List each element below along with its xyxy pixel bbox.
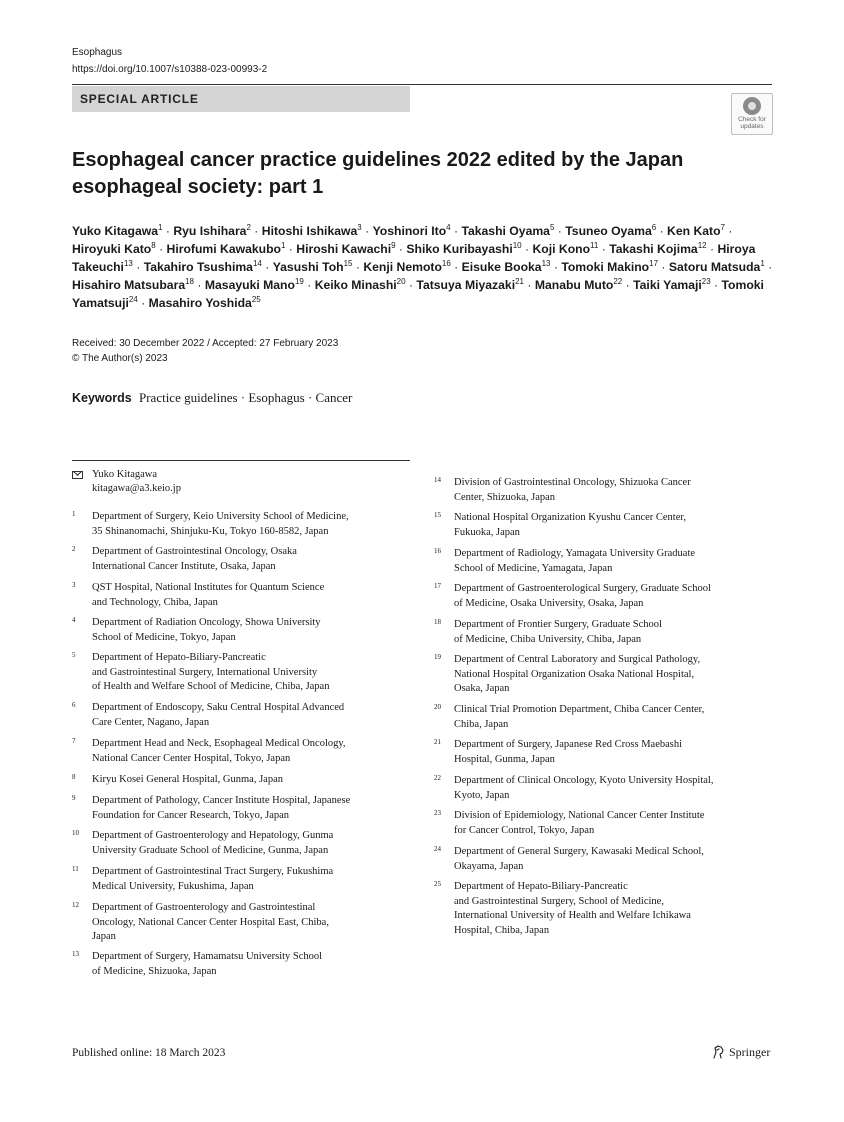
affiliation-item [434, 653, 774, 697]
affiliation-line: Care Center, Nagano, Japan [92, 716, 210, 728]
affiliation-item [434, 845, 774, 874]
author-separator: · [162, 224, 174, 238]
author[interactable]: Shiko Kuribayashi$^{10}$ [406, 241, 522, 256]
affiliation-number: 12 [72, 901, 79, 909]
publisher-name: Springer [729, 1045, 771, 1059]
affiliation-line: of Health and Welfare School of Medicine, Chiba, Japan [92, 681, 330, 692]
affiliation-line: of Medicine, Osaka University, Osaka, Japan [454, 597, 644, 609]
affiliation-line: Japan [92, 931, 116, 942]
affiliation-item [72, 901, 407, 945]
affiliation-line: Division of Gastrointestinal Oncology, Shizuoka Cancer [454, 477, 691, 488]
affiliation-line: International University of Health and Welfare Ichikawa [454, 910, 691, 921]
affiliation-number: 20 [434, 703, 441, 711]
affiliation-item [434, 774, 774, 803]
author-separator: · [622, 278, 634, 292]
author-affiliation-number: 23 [701, 277, 711, 286]
affiliation-number: 1 [72, 510, 76, 518]
author-affiliation-number: 17 [649, 259, 659, 268]
author[interactable]: Hisahiro Matsubara$^{18}$ [72, 277, 195, 292]
affiliation-line: National Cancer Center Hospital, Tokyo, Japan [92, 752, 291, 764]
copyright: © The Author(s) 2023 [72, 353, 168, 364]
affiliation-line: National Hospital Organization Osaka National Hospital, [454, 668, 695, 680]
affiliation-line: Department of Radiation Oncology, Showa University [92, 617, 321, 628]
author-affiliation-number: 19 [294, 277, 304, 286]
article-title: Esophageal cancer practice guidelines 2022 edited by the Japan esophageal society: part 1 [72, 149, 684, 198]
author-affiliation-number: 13 [541, 259, 551, 268]
author-affiliation-number: 9 [391, 241, 396, 250]
author-separator: · [405, 278, 417, 292]
author-separator: · [352, 260, 364, 274]
author-affiliation-number: 1 [760, 259, 765, 268]
author-separator: · [261, 260, 273, 274]
author-affiliation-number: 4 [446, 223, 451, 232]
author-affiliation-number: 14 [252, 259, 262, 268]
article-type-label: SPECIAL ARTICLE [80, 92, 199, 106]
affiliation-number: 3 [72, 581, 76, 589]
author-affiliation-number: 1 [280, 241, 286, 250]
author-separator: · [706, 242, 718, 256]
author-separator: · [137, 296, 149, 310]
affiliation-line: of Medicine, Shizuoka, Japan [92, 965, 217, 977]
author-separator: · [194, 278, 205, 292]
author[interactable]: Ken Kato$^7$ [667, 223, 725, 238]
affiliation-line: Osaka, Japan [454, 683, 510, 694]
received-accepted: Received: 30 December 2022 / Accepted: 27 February 2023 [72, 338, 339, 349]
affiliation-number: 15 [434, 511, 441, 519]
affiliation-number: 18 [434, 618, 441, 626]
affiliation-line: and Gastrointestinal Surgery, School of Medicine, [454, 895, 664, 907]
affiliation-number: 24 [434, 845, 441, 853]
affiliation-item [72, 794, 407, 823]
affiliation-line: Department of Endoscopy, Saku Central Hospital Advanced [92, 702, 345, 713]
author[interactable]: Tatsuya Miyazaki$^{21}$ [416, 277, 524, 292]
affiliation-line: Department of Radiology, Yamagata University Graduate [454, 548, 696, 559]
affiliation-number: 13 [72, 950, 79, 958]
affiliation-line: Department of Gastrointestinal Tract Surgery, Fukushima [92, 866, 334, 877]
author[interactable]: Takahiro Tsushima$^{14}$ [143, 259, 262, 274]
envelope-icon [72, 471, 83, 479]
affiliation-line: Department of General Surgery, Kawasaki Medical School, [454, 846, 704, 857]
author-list [72, 222, 780, 312]
author[interactable]: Hiroya Takeuchi$^{13}$ [72, 242, 756, 274]
author-separator: · [450, 260, 462, 274]
affiliation-line: Foundation for Cancer Research, Tokyo, Japan [92, 809, 290, 821]
affiliation-line: QST Hospital, National Institutes for Quantum Science [92, 582, 325, 593]
author[interactable]: Tomoki Yamatsuji$^{24}$ [72, 278, 764, 310]
author-separator: · [303, 278, 315, 292]
affiliation-number: 7 [72, 737, 76, 745]
affiliation-line: Chiba, Japan [454, 718, 509, 730]
affiliation-line: Kyoto, Japan [454, 789, 510, 801]
author[interactable]: Masahiro Yoshida$^{25}$ [148, 295, 261, 310]
author[interactable]: Kenji Nemoto$^{16}$ [363, 259, 451, 274]
doi-link[interactable]: https://doi.org/10.1007/s10388-023-00993-2 [72, 64, 268, 75]
correspondence [72, 468, 402, 496]
author[interactable]: Hiroyuki Kato$^8$ [72, 241, 156, 256]
author[interactable]: Yoshinori Ito$^4$ [372, 223, 451, 238]
author[interactable]: Manabu Muto$^{22}$ [534, 277, 623, 292]
author[interactable]: Hirofumi Kawakubo$^1$ [166, 241, 286, 256]
affiliation-line: Division of Epidemiology, National Cancer Center Institute [454, 810, 705, 821]
author-separator: · [710, 278, 722, 292]
affiliation-item [434, 476, 774, 505]
affiliation-number: 14 [434, 476, 441, 484]
author-separator: · [658, 260, 669, 274]
affiliation-item [434, 880, 774, 938]
affiliation-item [434, 809, 774, 838]
affiliation-item [434, 511, 774, 540]
affiliation-number: 16 [434, 547, 441, 555]
keywords-label: Keywords [72, 391, 132, 405]
check-updates-icon [743, 97, 761, 115]
author[interactable]: Koji Kono$^{11}$ [532, 241, 599, 256]
affiliation-line: and Gastrointestinal Surgery, International University [92, 666, 318, 678]
affiliation-item [72, 773, 407, 788]
author[interactable]: Eisuke Booka$^{13}$ [461, 259, 551, 274]
affiliation-line: University Graduate School of Medicine, Gunma, Japan [92, 844, 329, 856]
keywords-values: Practice guidelines · Esophagus · Cancer [138, 390, 353, 405]
affiliation-line: Department of Hepato-Biliary-Pancreatic [92, 652, 266, 663]
author-separator: · [450, 224, 462, 238]
affiliation-line: Kiryu Kosei General Hospital, Gunma, Japan [92, 774, 283, 785]
check-updates-text: Check for updates [738, 116, 766, 130]
affiliation-number: 9 [72, 794, 76, 802]
affiliation-item [434, 703, 774, 732]
author-separator: · [550, 260, 562, 274]
author-affiliation-number: 6 [651, 223, 657, 232]
corresponding-author: Yuko Kitagawa [92, 469, 158, 480]
author-affiliation-number: 21 [515, 277, 524, 286]
author[interactable]: Taiki Yamaji$^{23}$ [633, 277, 711, 292]
affiliation-line: Department of Surgery, Hamamatsu University School [92, 951, 323, 962]
affiliation-number: 8 [72, 773, 76, 781]
author-separator: · [724, 224, 733, 238]
author-separator: · [395, 242, 407, 256]
affiliation-item [434, 582, 774, 611]
affiliation-number: 25 [434, 880, 441, 888]
author-affiliation-number: 5 [549, 223, 555, 232]
affiliation-line: Department of Hepato-Biliary-Pancreatic [454, 881, 628, 892]
author-separator: · [523, 278, 535, 292]
author-affiliation-number: 1 [158, 223, 163, 232]
author-affiliation-number: 10 [512, 241, 522, 250]
affiliation-item [72, 510, 407, 539]
author-affiliation-number: 25 [251, 295, 261, 304]
affiliation-line: Department of Frontier Surgery, Graduate School [454, 619, 662, 630]
author[interactable]: Satoru Matsuda$^1$ [668, 259, 765, 274]
affiliation-line: Oncology, National Cancer Center Hospital East, Chiba, [92, 916, 329, 928]
author[interactable]: Yasushi Toh$^{15}$ [272, 259, 353, 274]
affiliation-line: Department of Central Laboratory and Surgical Pathology, [454, 654, 701, 665]
affiliation-item [434, 547, 774, 576]
affiliation-line: Hospital, Gunma, Japan [454, 753, 555, 765]
affiliation-line: School of Medicine, Tokyo, Japan [92, 631, 236, 643]
author-affiliation-number: 15 [343, 259, 353, 268]
affiliation-line: Okayama, Japan [454, 860, 524, 872]
author[interactable]: Masayuki Mano$^{19}$ [204, 277, 304, 292]
affiliation-item [72, 701, 407, 730]
author[interactable]: Hitoshi Ishikawa$^3$ [261, 223, 362, 238]
affiliation-item [72, 950, 407, 979]
author-separator: · [250, 224, 262, 238]
affiliation-line: Department of Gastroenterology and Hepatology, Gunma [92, 830, 334, 841]
affiliation-line: Department of Gastroenterology and Gastrointestinal [92, 902, 316, 913]
author-affiliation-number: 11 [590, 241, 599, 250]
author[interactable]: Tomoki Makino$^{17}$ [561, 259, 659, 274]
affiliation-item [434, 618, 774, 647]
author-affiliation-number: 13 [123, 259, 133, 268]
author-separator: · [554, 224, 566, 238]
affiliation-line: Department of Clinical Oncology, Kyoto University Hospital, [454, 775, 714, 786]
author[interactable]: Takashi Kojima$^{12}$ [609, 241, 707, 256]
affiliation-number: 2 [72, 545, 76, 553]
affiliation-number: 4 [72, 616, 76, 624]
affiliation-number: 19 [434, 653, 441, 661]
affiliation-line: for Cancer Control, Tokyo, Japan [454, 824, 595, 836]
affiliation-number: 23 [434, 809, 441, 817]
affiliation-line: of Medicine, Chiba University, Chiba, Japan [454, 633, 642, 645]
check-for-updates-badge[interactable] [731, 93, 773, 135]
author-affiliation-number: 18 [185, 277, 195, 286]
affiliation-item [72, 829, 407, 858]
author-affiliation-number: 2 [246, 223, 251, 232]
affiliation-line: Department Head and Neck, Esophageal Medical Oncology, [92, 738, 346, 749]
affiliation-item [72, 581, 407, 610]
author-separator: · [285, 242, 297, 256]
affiliation-line: Hospital, Chiba, Japan [454, 924, 550, 936]
article-dates [72, 336, 338, 366]
author-affiliation-number: 12 [697, 241, 707, 250]
springer-horse-icon [711, 1044, 727, 1060]
author[interactable]: Yuko Kitagawa$^1$ [72, 223, 163, 238]
affiliation-line: School of Medicine, Yamagata, Japan [454, 562, 613, 574]
affiliation-line: Department of Surgery, Japanese Red Cross Maebashi [454, 739, 683, 750]
affiliation-item [72, 737, 407, 766]
author-separator: · [598, 242, 610, 256]
affiliation-line: and Technology, Chiba, Japan [92, 596, 218, 608]
affiliation-line: Department of Pathology, Cancer Institute Hospital, Japanese [92, 795, 351, 806]
affiliation-number: 17 [434, 582, 441, 590]
affiliation-item [434, 738, 774, 767]
author-affiliation-number: 16 [441, 259, 451, 268]
affiliation-number: 6 [72, 701, 76, 709]
affiliation-line: Center, Shizuoka, Japan [454, 491, 556, 503]
affiliation-item [72, 651, 407, 695]
affiliation-number: 11 [72, 865, 79, 873]
author-separator: · [521, 242, 533, 256]
publisher-logo[interactable] [711, 1044, 770, 1060]
affiliation-line: International Cancer Institute, Osaka, Japan [92, 560, 276, 572]
article-type-banner [72, 86, 410, 112]
affiliation-item [72, 545, 407, 574]
affiliation-line: Fukuoka, Japan [454, 526, 520, 538]
author-separator: · [764, 260, 773, 274]
journal-name: Esophagus [72, 47, 123, 58]
author-separator: · [155, 242, 167, 256]
author[interactable]: Takashi Oyama$^5$ [461, 223, 555, 238]
affiliations-divider [72, 460, 410, 461]
corresponding-email[interactable]: kitagawa@a3.keio.jp [92, 483, 181, 494]
affiliation-line: Department of Surgery, Keio University School of Medicine, [92, 511, 349, 522]
affiliation-item [72, 865, 407, 894]
author-affiliation-number: 24 [128, 295, 138, 304]
affiliation-number: 21 [434, 738, 441, 746]
affiliation-line: Department of Gastroenterological Surgery, Graduate School [454, 583, 711, 594]
author-affiliation-number: 22 [613, 277, 623, 286]
affiliation-line: Department of Gastrointestinal Oncology, Osaka [92, 546, 297, 557]
author-affiliation-number: 7 [720, 223, 725, 232]
affiliation-line: 35 Shinanomachi, Shinjuku-Ku, Tokyo 160-8582, Japan [92, 525, 329, 537]
published-online: Published online: 18 March 2023 [72, 1047, 226, 1059]
author-affiliation-number: 8 [151, 241, 156, 250]
affiliation-line: Medical University, Fukushima, Japan [92, 880, 254, 892]
author-affiliation-number: 20 [396, 277, 406, 286]
affiliation-line: National Hospital Organization Kyushu Cancer Center, [454, 512, 687, 523]
affiliation-number: 22 [434, 774, 441, 782]
affiliation-number: 10 [72, 829, 79, 837]
author-affiliation-number: 3 [357, 223, 362, 232]
affiliation-item [72, 616, 407, 645]
header-divider [72, 84, 772, 85]
author-separator: · [132, 260, 144, 274]
author-separator: · [656, 224, 668, 238]
author-separator: · [361, 224, 373, 238]
keywords [72, 389, 352, 407]
affiliation-line: Clinical Trial Promotion Department, Chiba Cancer Center, [454, 704, 705, 715]
author[interactable]: Hiroshi Kawachi$^9$ [296, 241, 396, 256]
author[interactable]: Tsuneo Oyama$^6$ [565, 223, 657, 238]
author[interactable]: Keiko Minashi$^{20}$ [314, 277, 406, 292]
affiliation-number: 5 [72, 651, 76, 659]
author[interactable]: Ryu Ishihara$^2$ [173, 223, 251, 238]
